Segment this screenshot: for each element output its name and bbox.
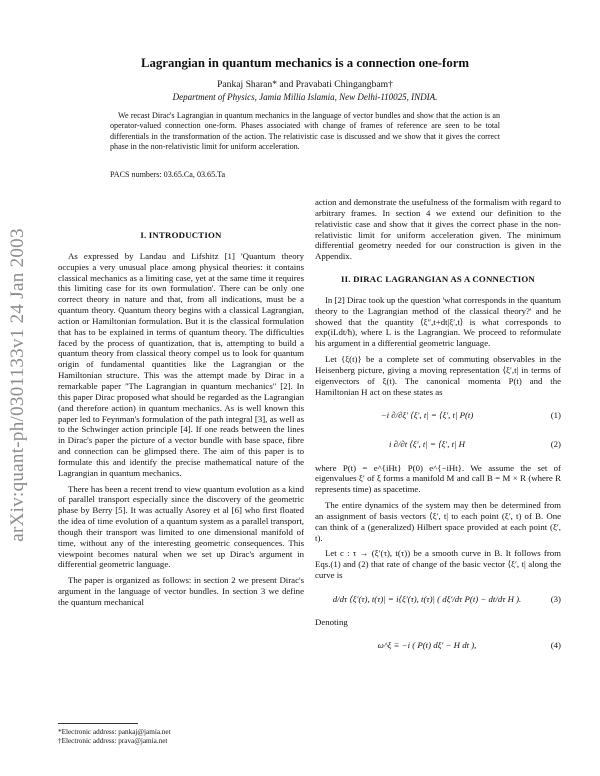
paper-title: Lagrangian in quantum mechanics is a connection one-form <box>140 56 470 70</box>
footnote-email-2: †Electronic address: prava@jamia.net <box>58 737 168 745</box>
intro-paragraph: There has been a recent trend to view quantum evolution as a kind of parallel transport especially since the discovery of the geometric phase by Berry [5]. It was actually Asorey et al [6] who first floated the idea of time evolution of a quantum system as a parallel transport, though their transport was limited to one dimensional manifold of time, without any of the interesting geometric consequences. This viewpoint becomes natural when we set up Dirac's argument in differential geometric language. <box>58 483 304 570</box>
body-paragraph: where P(t) = e^{iHt} P(0) e^{−iHt}. We assume the set of eigenvalues ξ′ of ξ forms a manifold M and call B = M × R (where R represents time) as spacetime. <box>315 462 561 495</box>
footnote-rule <box>58 723 138 724</box>
section-heading-dirac-lagrangian: II. DIRAC LAGRANGIAN AS A CONNECTION <box>341 274 535 285</box>
left-column <box>58 200 304 613</box>
arxiv-stamp <box>2 195 34 575</box>
body-paragraph: Let c : τ → (ξ′(τ), t(τ)) be a smooth curve in B. It follows from Eqs.(1) and (2) that rate of change of the basic vector ⟨ξ′, t| along the curve is <box>315 548 561 581</box>
equation-2 <box>315 434 561 456</box>
equation-4-number: (4) <box>550 640 561 651</box>
equation-4 <box>315 635 561 657</box>
intro-paragraph-continued: action and demonstrate the usefulness of the formalism with regard to arbitrary frames. In section 4 we extend our definition to the relativistic case and show that it gives the correct phase in the non-relativistic limit for uniform acceleration given. The minimum differential geometry needed for our construction is given in the Appendix. <box>315 197 561 262</box>
equation-2-number: (2) <box>550 439 561 450</box>
intro-paragraph: As expressed by Landau and Lifshitz [1] 'Quantum theory occupies a very unusual place among physical theories: it contains classical mechanics as a limiting case, yet at the same time it requires this limiting case for its own formulation'. There can be only one correct theory in nature and that, from all indications, must be a quantum theory. Quantum theory begins with a classical Lagrangian, action or Hamiltonian formulation. But it is the classical formulation that has to be explained in terms of quantum theory. The difficulties faced by the process of quantization, that is, attempting to build a quantum theory from classical theory compel us to look for quantum origin of fundamental quantities like the Lagrangian or the Hamiltonian structure. This was the attempt made by Dirac in a remarkable paper "The Lagrangian in quantum mechanics" [2]. In this paper Dirac proposed what should be regarded as the Lagrangian (and therefore action) in quantum mechanics. As is well known this paper led to Feynman's formulation of the path integral [3], as well as to the Schwinger action principle [4]. If one reads between the lines in Dirac's paper the picture of a vector bundle with base space, fibre and connection can be glimpsed there. The aim of this paper is to formulate this and identify the precise mathematical nature of the Lagrangian in quantum mechanics. <box>58 250 304 478</box>
paper-authors: Pankaj Sharan* and Pravabati Chingangbam† <box>217 79 393 90</box>
equation-3 <box>315 588 561 610</box>
pacs-numbers: PACS numbers: 03.65.Ca, 03.65.Ta <box>110 170 226 179</box>
arxiv-stamp-text: arXiv:quant-ph/0301133v1 24 Jan 2003 <box>7 228 28 542</box>
equation-1 <box>315 405 561 427</box>
right-column <box>315 197 561 664</box>
equation-1-math: −i ∂/∂ξ′ ⟨ξ′, t| = ⟨ξ′, t| P(t) <box>380 410 474 421</box>
body-paragraph: Let {ξ(t)} be a complete set of commuting observables in the Heisenberg picture, giving a moving representation ⟨ξ′,t| in terms of eigenvectors of ξ(t). The canonical momenta P(t) and the Hamiltonian H act on these states as <box>315 354 561 397</box>
body-paragraph: In [2] Dirac took up the question 'what corresponds in the quantum theory to the Lagrangian method of the classical theory?' and he showed that the quantity ⟨ξ″,t+dt|ξ′,t⟩ is what corresponds to exp(iLdt/ħ), where L is the Lagrangian. We proceed to reformulate his argument in a differential geometric language. <box>315 294 561 349</box>
footnote-email-1: *Electronic address: pankaj@jamia.net <box>58 728 171 736</box>
intro-paragraph: The paper is organized as follows: in section 2 we present Dirac's argument in the language of vector bundles. In section 3 we define the quantum mechanical <box>58 575 304 607</box>
equation-3-math: d/dτ ⟨ξ′(τ), t(τ)| = i⟨ξ′(τ), t(τ)| ( dξ′/dτ P(t) − dt/dτ H ). <box>332 593 522 604</box>
paper-affiliation: Department of Physics, Jamia Millia Islamia, New Delhi-110025, INDIA. <box>172 92 438 102</box>
equation-4-math: ω^ξ ≡ −i ( P(t) dξ′ − H dt ), <box>377 640 477 651</box>
abstract: We recast Dirac's Lagrangian in quantum mechanics in the language of vector bundles and show that the action is an operator-valued connection one-form. Phases associated with change of frames of reference are seen to be total differentials in the transformation of the action. The relativistic case is discussed and we show that it gives the correct phase in the non-relativistic limit for uniform acceleration. <box>110 111 500 152</box>
body-paragraph: The entire dynamics of the system may then be determined from an assignment of basis vectors ⟨ξ′, t| to each point (ξ′, t) of B. One can think of a (generalized) Hilbert space provided at each point (ξ′, t). <box>315 500 561 543</box>
equation-3-number: (3) <box>550 593 561 604</box>
equation-1-number: (1) <box>550 410 561 421</box>
section-heading-introduction: I. INTRODUCTION <box>140 230 222 240</box>
footnotes <box>58 723 304 746</box>
equation-2-math: i ∂/∂t ⟨ξ′, t| = ⟨ξ′, t| H <box>388 439 466 450</box>
body-paragraph: Denoting <box>315 616 348 627</box>
